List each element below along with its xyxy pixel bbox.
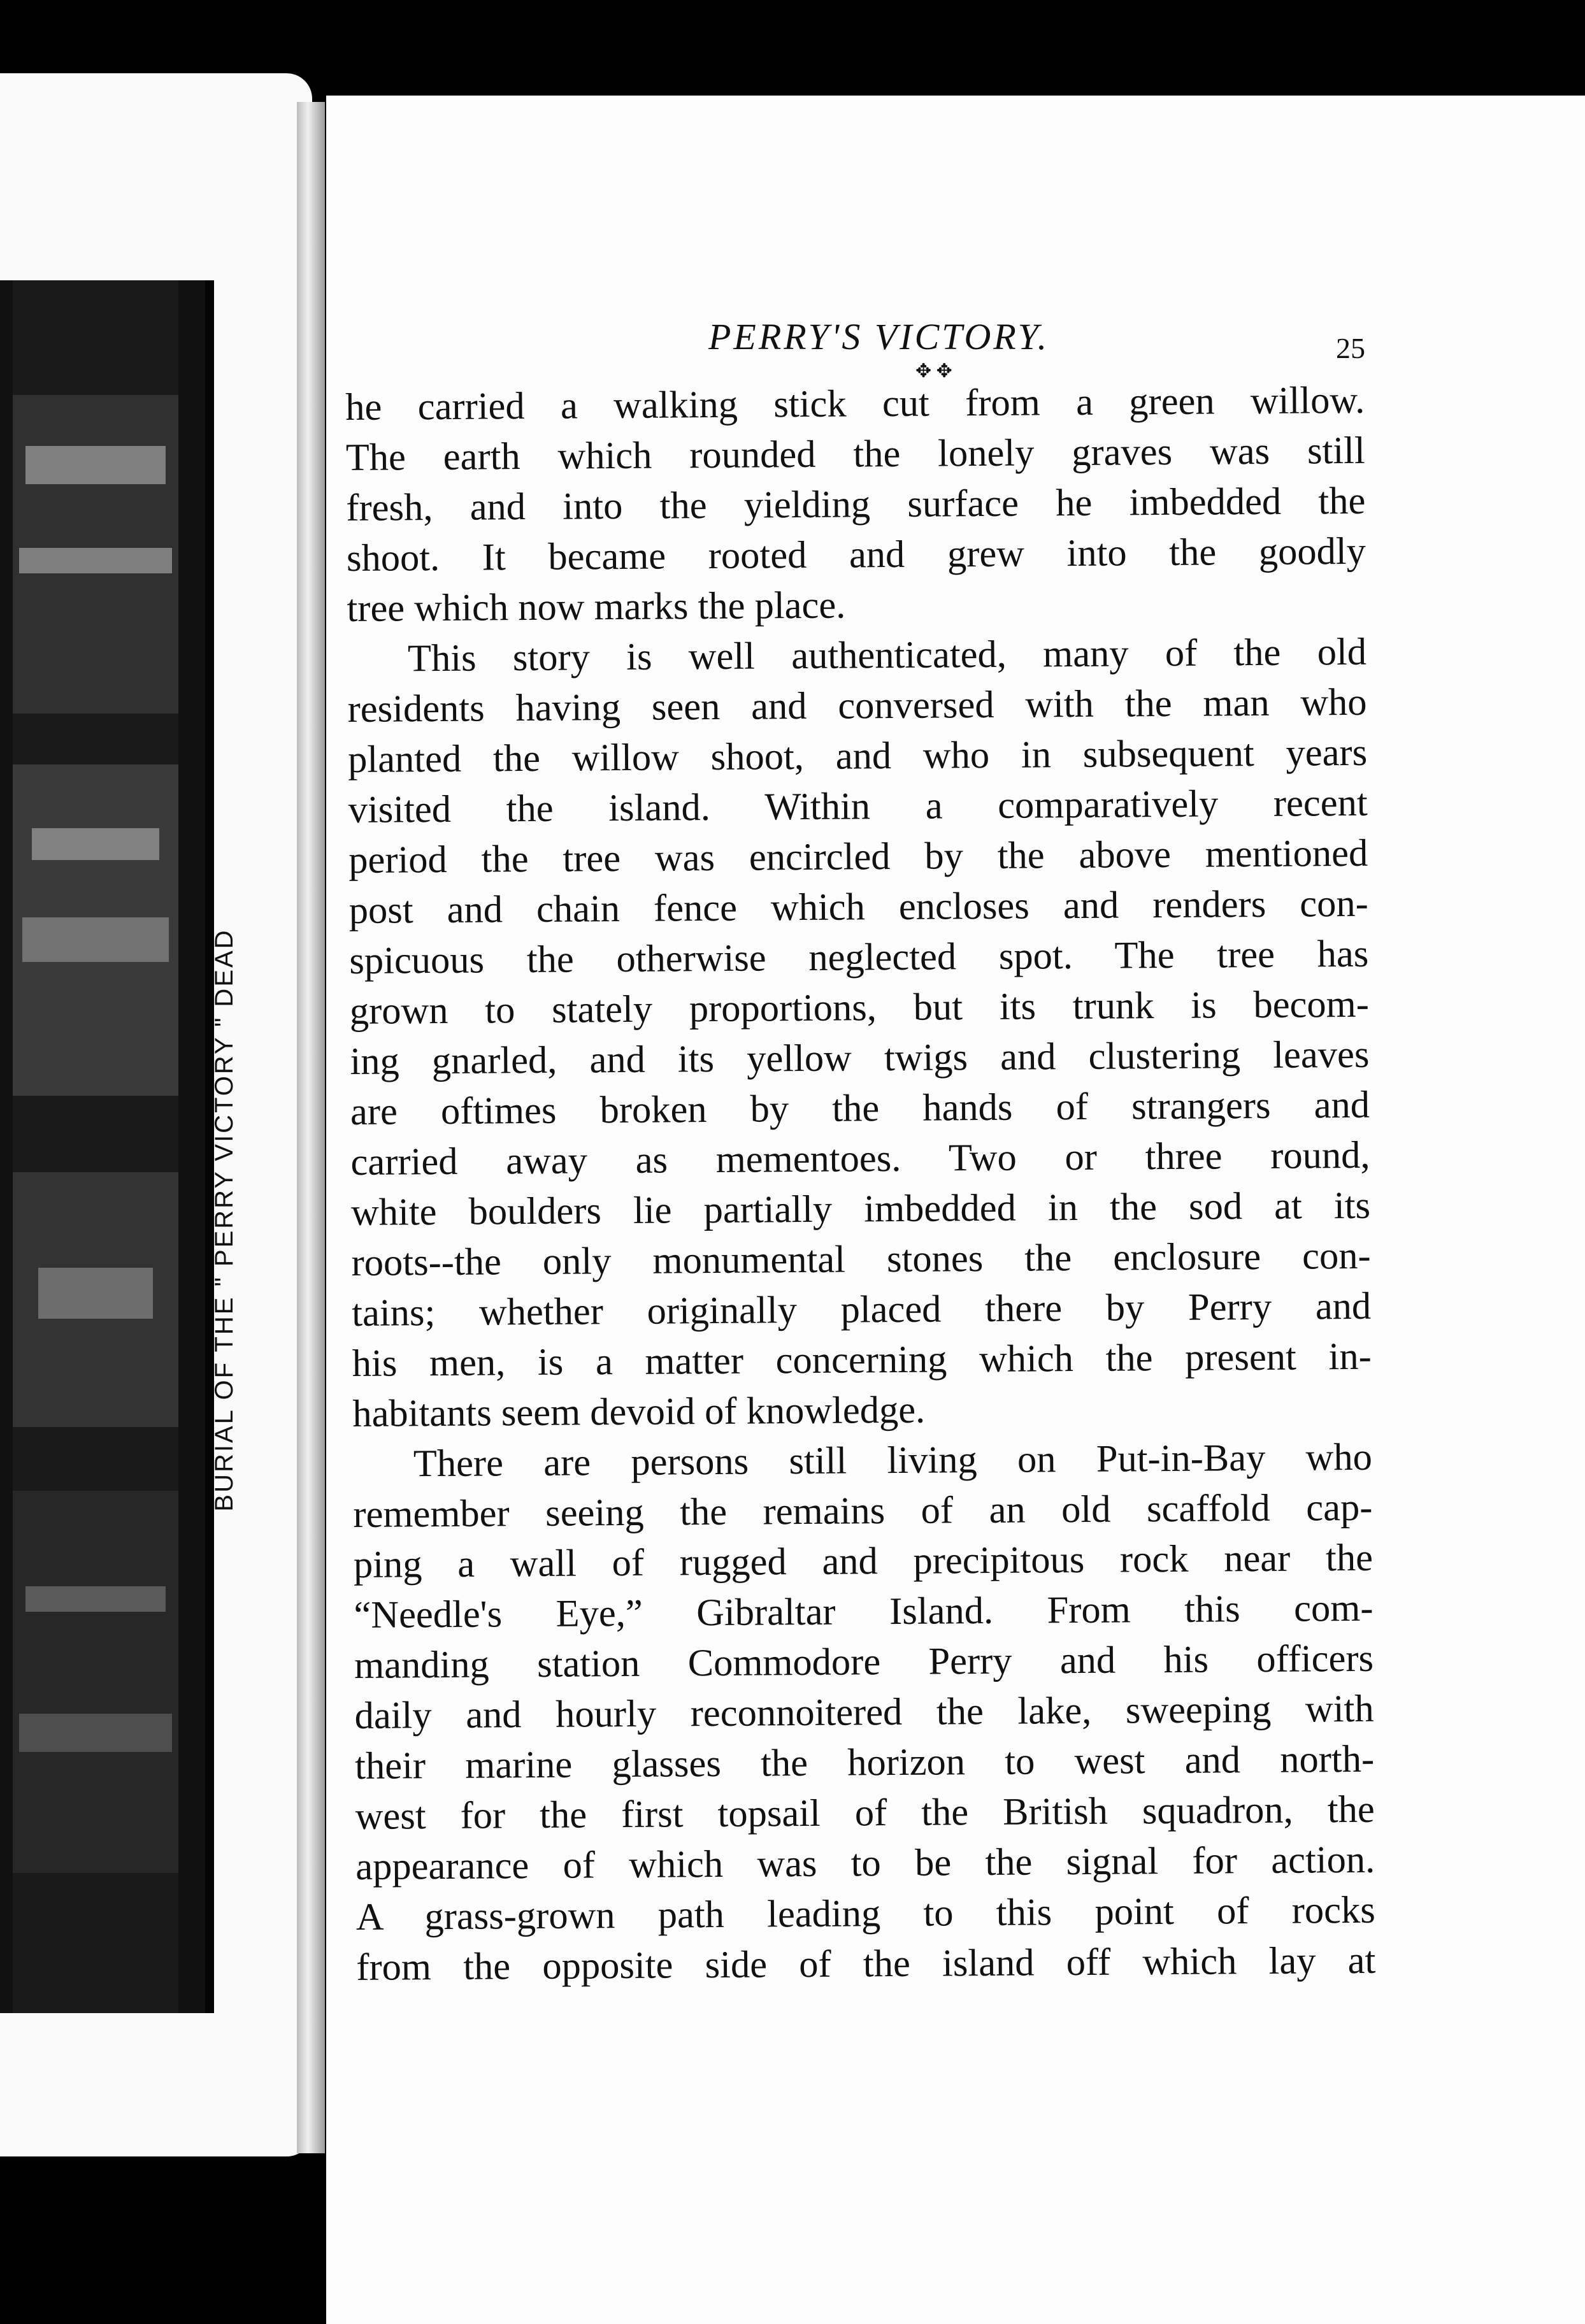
text-line: grown to stately proportions, but its trunk is becom- (349, 982, 1370, 1033)
text-line: habitants seem devoid of knowledge. (352, 1388, 926, 1435)
text-line: There are persons still living on Put-in-Bay who (413, 1435, 1373, 1486)
text-line: remember seeing the remains of an old scaffold cap- (353, 1486, 1373, 1536)
text-line: planted the willow shoot, and who in subsequent years (347, 731, 1368, 781)
photograph-texture (13, 280, 178, 2013)
ornament-icon: ✥ ✥ (915, 361, 952, 382)
book-gutter (297, 102, 325, 2153)
text-line: spicuous the otherwise neglected spot. The tree has (349, 932, 1369, 982)
text-line: their marine glasses the horizon to west and north- (354, 1737, 1375, 1788)
text-line: west for the first topsail of the British squadron, the (355, 1788, 1375, 1838)
text-line: from the opposite side of the island off which lay at (356, 1939, 1376, 1989)
text-line: period the tree was encircled by the above mentioned (348, 831, 1368, 882)
facing-page (0, 73, 312, 2156)
text-line: ing gnarled, and its yellow twigs and clustering leaves (350, 1033, 1370, 1083)
text-line: post and chain fence which encloses and renders con- (348, 882, 1368, 932)
text-line: carried away as mementoes. Two or three round, (350, 1133, 1370, 1184)
text-line: roots--the only monumental stones the enclosure con- (351, 1234, 1371, 1284)
text-line: shoot. It became rooted and grew into the goodly (346, 529, 1366, 580)
text-line: manding station Commodore Perry and his officers (354, 1637, 1374, 1687)
text-line: This story is well authenticated, many of the old (407, 630, 1367, 680)
text-line: appearance of which was to be the signal for action. (355, 1838, 1375, 1888)
text-line: are oftimes broken by the hands of strangers and (350, 1083, 1370, 1133)
text-line: residents having seen and conversed with the man who (347, 680, 1367, 731)
text-line: A grass-grown path leading to this point of rocks (355, 1888, 1376, 1939)
text-line: white boulders lie partially imbedded in the sod at its (350, 1184, 1371, 1234)
plate-caption: BURIAL OF THE " PERRY VICTORY " DEAD (210, 928, 238, 1512)
text-line: tains; whether originally placed there by Perry and (351, 1284, 1372, 1335)
running-head: PERRY'S VICTORY. (708, 316, 1050, 357)
text-line: ping a wall of rugged and precipitous rock near the (353, 1536, 1373, 1586)
text-line: The earth which rounded the lonely graves was still (345, 429, 1366, 479)
book-page (326, 96, 1585, 2324)
text-line: his men, is a matter concerning which the present in- (352, 1335, 1372, 1385)
page-number: 25 (1336, 332, 1365, 364)
text-line: tree which now marks the place. (347, 584, 846, 630)
text-line: daily and hourly reconnoitered the lake, sweeping with (354, 1687, 1374, 1737)
burial-photograph-plate (0, 280, 214, 2013)
text-line: “Needle's Eye,” Gibraltar Island. From this com- (354, 1586, 1373, 1637)
text-line: fresh, and into the yielding surface he imbedded the (346, 479, 1366, 529)
text-line: visited the island. Within a comparatively recent (348, 781, 1368, 831)
body-text (345, 375, 1376, 1993)
text-line: he carried a walking stick cut from a green willow. (345, 378, 1365, 429)
